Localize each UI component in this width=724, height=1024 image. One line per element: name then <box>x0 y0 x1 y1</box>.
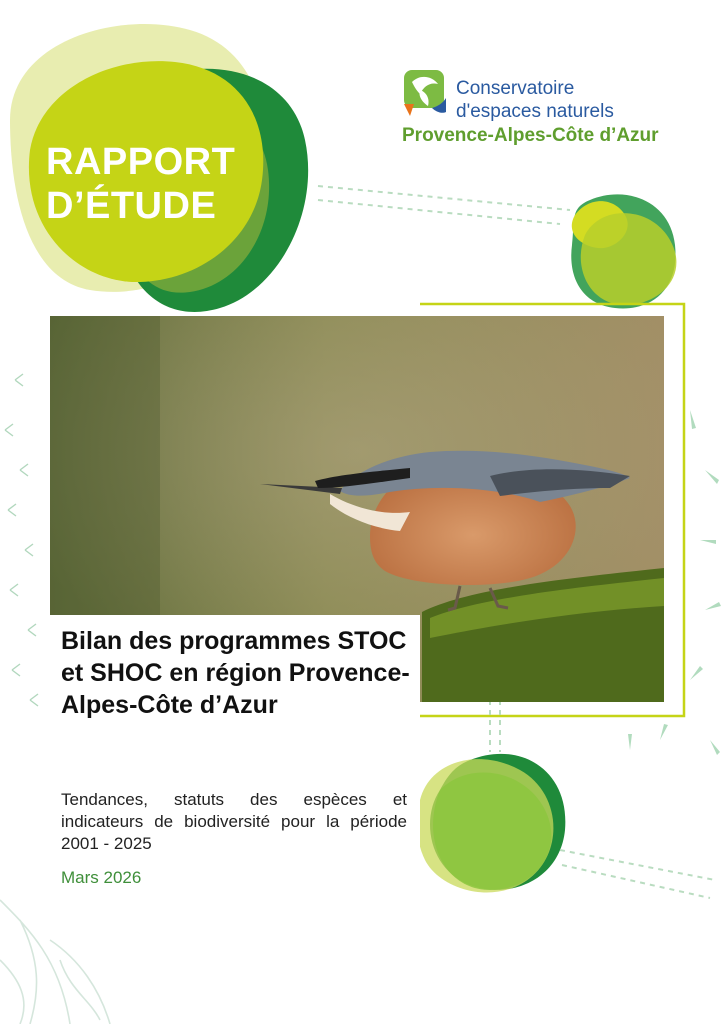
logo-text-line3: Provence-Alpes-Côte d’Azur <box>402 125 659 146</box>
leaf-ray <box>690 666 703 680</box>
root-sketch <box>0 900 110 1024</box>
dashed-trail <box>318 186 570 210</box>
logo-text-line2: d'espaces naturels <box>456 101 614 122</box>
title-card <box>50 615 420 905</box>
leaf-ray <box>700 540 716 544</box>
dashed-trail <box>560 850 715 880</box>
report-date: Mars 2026 <box>61 868 142 887</box>
dashed-trail <box>318 200 560 224</box>
leaf-ray <box>690 410 696 429</box>
logo-text-line1: Conservatoire <box>456 78 575 99</box>
dashed-trail <box>562 865 710 898</box>
report-title: Bilan des programmes STOC et SHOC en région Provence-Alpes-Côte d’Azur <box>61 627 410 719</box>
leaf-ray <box>710 740 720 755</box>
leaf-ray <box>660 724 668 740</box>
leaf-ray <box>628 734 632 750</box>
report-type-label: RAPPORT D’ÉTUDE <box>46 141 236 227</box>
report-subtitle: Tendances, statuts des espèces et indicateurs de biodiversité pour la période 2001 - 2025 <box>61 790 407 853</box>
leaf-ray <box>705 602 721 610</box>
conservatoire-logo <box>378 58 704 168</box>
leaf-ray <box>705 470 719 484</box>
sprig-pattern <box>5 374 38 706</box>
bird-leaf-icon <box>402 68 448 118</box>
